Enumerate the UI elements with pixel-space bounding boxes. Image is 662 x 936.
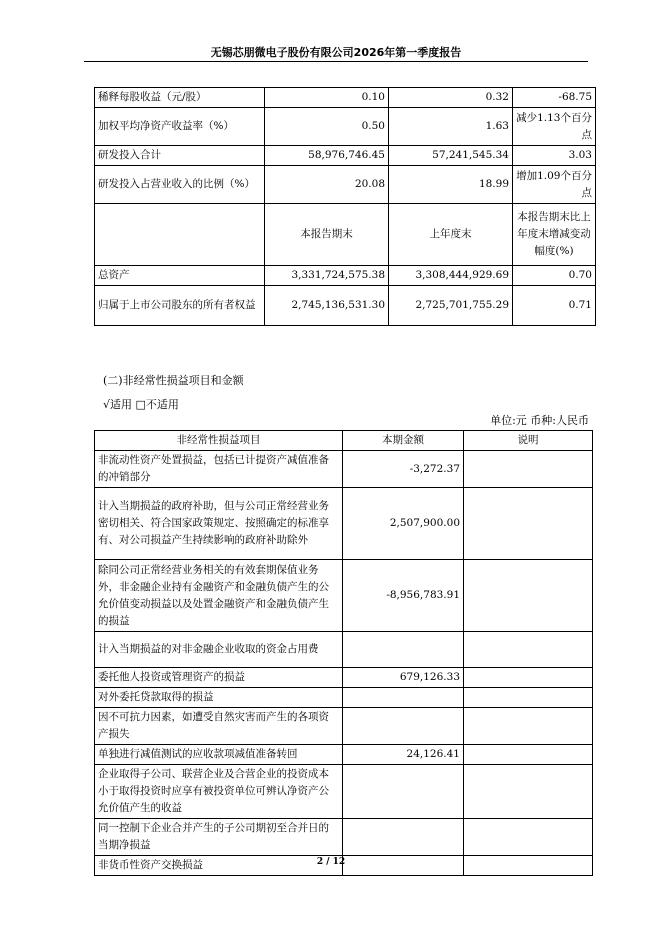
item-label: 非流动性资产处置损益，包括已计提资产减值准备的冲销部分: [95, 451, 343, 488]
item-amount: 679,126.33: [343, 668, 464, 688]
unit-currency-label: 单位:元 币种:人民币: [490, 414, 589, 427]
column-header-amount: 本期金额: [343, 431, 464, 451]
item-note: [464, 819, 593, 856]
item-note: [464, 488, 593, 560]
item-note: [464, 688, 593, 708]
change-value: 0.70: [513, 266, 596, 286]
change-value: 3.03: [513, 146, 596, 166]
item-label: 企业取得子公司、联营企业及合营企业的投资成本小于取得投资时应享有被投资单位可辨认净资产公允价值产生的收益: [95, 765, 343, 819]
row-label: 加权平均净资产收益率（%）: [95, 108, 265, 146]
prior-value: 2,725,701,755.29: [389, 286, 513, 326]
table-row: [95, 108, 596, 146]
item-note: [464, 560, 593, 632]
prior-value: 1.63: [389, 108, 513, 146]
table-row: [95, 688, 593, 708]
item-note: [464, 745, 593, 765]
item-note: [464, 632, 593, 668]
item-amount: 24,126.41: [343, 745, 464, 765]
table-row: [95, 488, 593, 560]
row-label: 归属于上市公司股东的所有者权益: [95, 286, 265, 326]
table-row: [95, 745, 593, 765]
column-header-current: 本报告期末: [265, 204, 389, 266]
row-label: 研发投入合计: [95, 146, 265, 166]
item-note: [464, 765, 593, 819]
item-amount: 2,507,900.00: [343, 488, 464, 560]
header-divider: [84, 61, 588, 62]
table-row: [95, 88, 596, 108]
table-header-row: [95, 431, 593, 451]
item-note: [464, 668, 593, 688]
current-value: 20.08: [265, 166, 389, 204]
change-value: -68.75: [513, 88, 596, 108]
page-header-title: 无锡芯朋微电子股份有限公司2026年第一季度报告: [210, 46, 462, 59]
item-label: 计入当期损益的对非金融企业收取的资金占用费: [95, 632, 343, 668]
item-label: 单独进行减值测试的应收款项减值准备转回: [95, 745, 343, 765]
change-value: 减少1.13个百分点: [513, 108, 596, 146]
item-amount: -8,956,783.91: [343, 560, 464, 632]
change-value: 0.71: [513, 286, 596, 326]
current-value: 3,331,724,575.38: [265, 266, 389, 286]
table-row: [95, 146, 596, 166]
item-amount: -3,272.37: [343, 451, 464, 488]
applicability-options: √适用 □不适用: [103, 398, 179, 411]
current-value: 0.10: [265, 88, 389, 108]
row-label: 稀释每股收益（元/股）: [95, 88, 265, 108]
item-amount: [343, 765, 464, 819]
item-label: 除同公司正常经营业务相关的有效套期保值业务外，非金融企业持有金融资产和金融负债产生的公允价值变动损益以及处置金融资产和金融负债产生的损益: [95, 560, 343, 632]
header-blank: [95, 204, 265, 266]
prior-value: 0.32: [389, 88, 513, 108]
item-note: [464, 451, 593, 488]
current-value: 2,745,136,531.30: [265, 286, 389, 326]
item-label: 非货币性资产交换损益: [95, 856, 343, 876]
row-label: 总资产: [95, 266, 265, 286]
item-label: 同一控制下企业合并产生的子公司期初至合并日的当期净损益: [95, 819, 343, 856]
column-header-prior: 上年度末: [389, 204, 513, 266]
table-row: [95, 668, 593, 688]
prior-value: 57,241,545.34: [389, 146, 513, 166]
current-value: 58,976,746.45: [265, 146, 389, 166]
item-amount: [343, 819, 464, 856]
item-label: 因不可抗力因素，如遭受自然灾害而产生的各项资产损失: [95, 708, 343, 745]
column-header-change: 本报告期末比上年度末增减变动幅度(%): [513, 204, 596, 266]
change-value: 增加1.09个百分点: [513, 166, 596, 204]
table-header-row: [95, 204, 596, 266]
item-amount: [343, 708, 464, 745]
table-row: [95, 451, 593, 488]
column-header-item: 非经常性损益项目: [95, 431, 343, 451]
table-row: [95, 765, 593, 819]
table-row: [95, 266, 596, 286]
item-label: 委托他人投资或管理资产的损益: [95, 668, 343, 688]
item-note: [464, 708, 593, 745]
item-label: 对外委托贷款取得的损益: [95, 688, 343, 708]
non-recurring-items-table: [94, 430, 593, 876]
table-row: [95, 560, 593, 632]
prior-value: 3,308,444,929.69: [389, 266, 513, 286]
key-financials-table: [94, 87, 596, 326]
current-value: 0.50: [265, 108, 389, 146]
table-row: [95, 708, 593, 745]
item-label: 计入当期损益的政府补助，但与公司正常经营业务密切相关、符合国家政策规定、按照确定的标准享有、对公司损益产生持续影响的政府补助除外: [95, 488, 343, 560]
table-row: [95, 632, 593, 668]
table-row: [95, 286, 596, 326]
row-label: 研发投入占营业收入的比例（%）: [95, 166, 265, 204]
item-amount: [343, 632, 464, 668]
item-amount: [343, 688, 464, 708]
prior-value: 18.99: [389, 166, 513, 204]
column-header-note: 说明: [464, 431, 593, 451]
table-row: [95, 819, 593, 856]
section-title: (二)非经常性损益项目和金额: [103, 374, 244, 387]
page-number: 2 / 12: [316, 857, 346, 867]
table-row: [95, 166, 596, 204]
